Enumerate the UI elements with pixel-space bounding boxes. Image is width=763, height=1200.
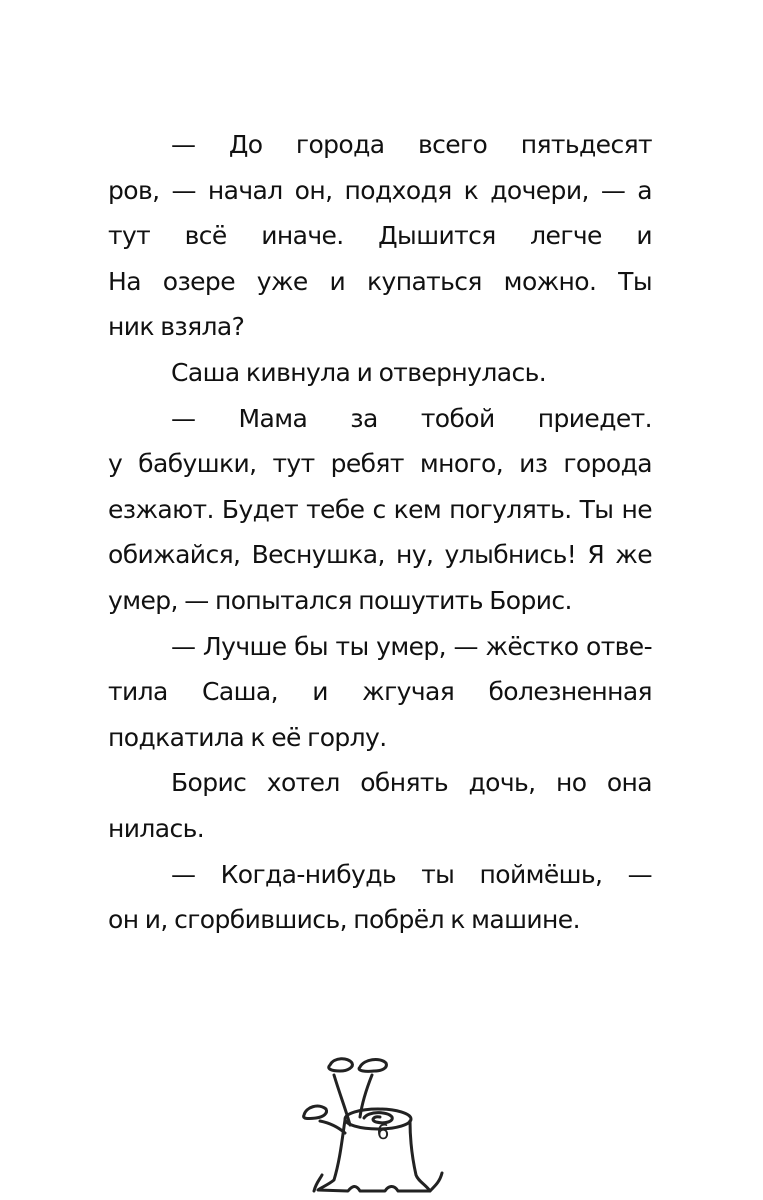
text-line: у бабушки, тут ребят много, из города	[108, 449, 652, 479]
text-line: обижайся, Веснушка, ну, улыбнись! Я же	[108, 540, 652, 570]
text-line: — Лучше бы ты умер, — жёстко отве-	[171, 631, 652, 661]
text-line: — До города всего пятьдесят	[171, 130, 652, 159]
text-line: — Когда-нибудь ты поймёшь, —	[171, 859, 652, 889]
text-line: езжают. Будет тебе с кем погулять. Ты не	[108, 494, 652, 524]
text-line: Борис хотел обнять дочь, но она	[171, 768, 652, 798]
text-line: тила Саша, и жгучая болезненная	[108, 677, 652, 707]
text-line: ник взяла?	[108, 312, 245, 342]
text-line: нилась.	[108, 813, 205, 843]
text-line: На озере уже и купаться можно. Ты	[108, 266, 652, 296]
text-line: он и, сгорбившись, побрёл к машине.	[108, 905, 580, 935]
body-text	[108, 122, 652, 943]
page-number: 6	[376, 1120, 390, 1144]
text-line: умер, — попытался пошутить Борис.	[108, 585, 572, 615]
text-line: тут всё иначе. Дышится легче и	[108, 221, 652, 251]
text-line: — Мама за тобой приедет.	[171, 403, 652, 433]
text-line: Саша кивнула и отвернулась.	[171, 357, 547, 387]
text-line: подкатила к её горлу.	[108, 722, 387, 752]
text-line: ров, — начал он, подходя к дочери, — а	[108, 175, 652, 205]
tree-stump-with-mushrooms-icon	[290, 1045, 450, 1195]
